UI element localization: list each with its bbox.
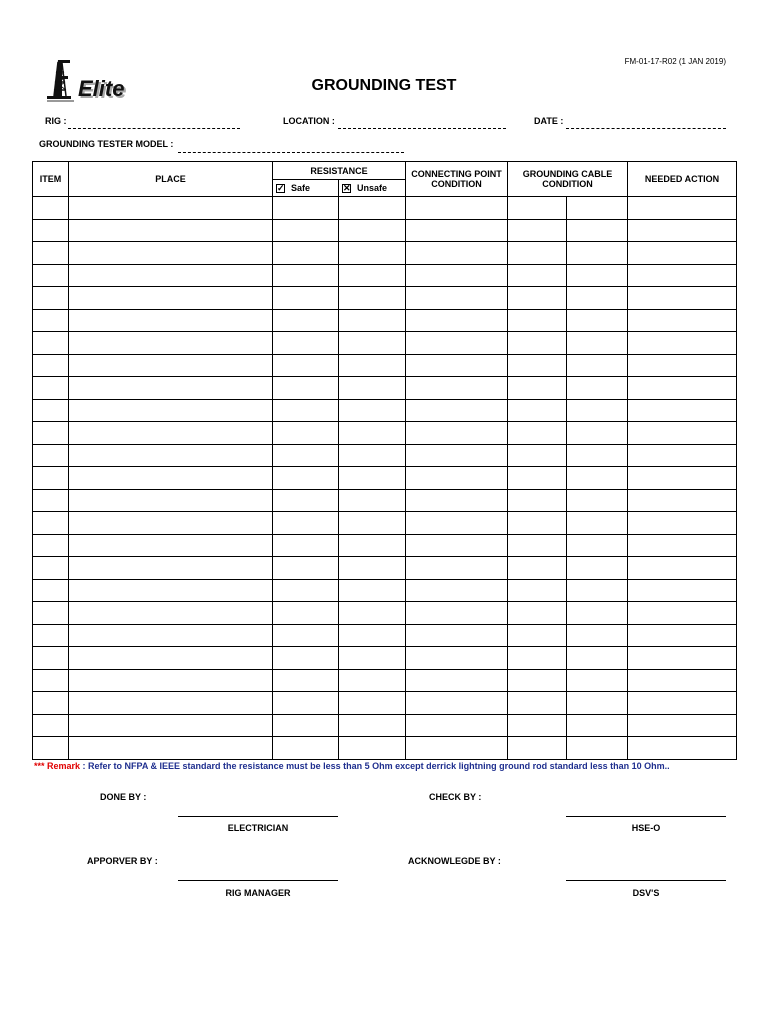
- location-label: LOCATION :: [283, 116, 335, 126]
- safe-cell[interactable]: [273, 377, 339, 400]
- connecting-cell[interactable]: [406, 512, 508, 535]
- cable-cell-a[interactable]: [508, 692, 567, 715]
- connecting-cell[interactable]: [406, 692, 508, 715]
- cable-cell-a[interactable]: [508, 422, 567, 445]
- place-cell[interactable]: [69, 512, 273, 535]
- connecting-cell[interactable]: [406, 669, 508, 692]
- cable-cell-b[interactable]: [567, 624, 628, 647]
- table-row: [33, 467, 737, 490]
- safe-cell[interactable]: [273, 557, 339, 580]
- action-cell[interactable]: [628, 669, 737, 692]
- safe-cell[interactable]: [273, 332, 339, 355]
- acknowledge-role: DSV'S: [632, 888, 660, 898]
- cable-cell-a[interactable]: [508, 512, 567, 535]
- safe-cell[interactable]: [273, 669, 339, 692]
- cable-cell-b[interactable]: [567, 737, 628, 760]
- connecting-cell[interactable]: [406, 422, 508, 445]
- cable-cell-b[interactable]: [567, 197, 628, 220]
- cable-cell-a[interactable]: [508, 219, 567, 242]
- connecting-cell[interactable]: [406, 647, 508, 670]
- approver-signature-line[interactable]: [178, 880, 338, 881]
- safe-cell[interactable]: [273, 287, 339, 310]
- cable-cell-b[interactable]: [567, 467, 628, 490]
- crossed-box-icon: ✕: [343, 183, 351, 194]
- item-cell[interactable]: [33, 422, 69, 445]
- table-row: [33, 242, 737, 265]
- connecting-cell[interactable]: [406, 624, 508, 647]
- item-cell[interactable]: [33, 647, 69, 670]
- cable-cell-b[interactable]: [567, 444, 628, 467]
- item-cell[interactable]: [33, 624, 69, 647]
- connecting-cell[interactable]: [406, 489, 508, 512]
- table-row: [33, 534, 737, 557]
- cable-cell-b[interactable]: [567, 579, 628, 602]
- item-cell[interactable]: [33, 197, 69, 220]
- connecting-cell[interactable]: [406, 197, 508, 220]
- place-cell[interactable]: [69, 467, 273, 490]
- action-cell[interactable]: [628, 602, 737, 625]
- item-cell[interactable]: [33, 692, 69, 715]
- connecting-cell[interactable]: [406, 309, 508, 332]
- cable-cell-b[interactable]: [567, 714, 628, 737]
- checked-box-icon: ✓: [277, 183, 285, 194]
- unsafe-cell[interactable]: [339, 399, 406, 422]
- place-cell[interactable]: [69, 422, 273, 445]
- item-cell[interactable]: [33, 534, 69, 557]
- action-cell[interactable]: [628, 287, 737, 310]
- col-cable-header: GROUNDING CABLE CONDITION: [508, 162, 628, 197]
- action-cell[interactable]: [628, 714, 737, 737]
- place-cell[interactable]: [69, 287, 273, 310]
- col-item-header: ITEM: [33, 162, 69, 197]
- safe-cell[interactable]: [273, 242, 339, 265]
- cable-cell-a[interactable]: [508, 332, 567, 355]
- safe-cell[interactable]: [273, 422, 339, 445]
- cable-cell-a[interactable]: [508, 602, 567, 625]
- connecting-cell[interactable]: [406, 287, 508, 310]
- unsafe-cell[interactable]: [339, 579, 406, 602]
- action-cell[interactable]: [628, 197, 737, 220]
- action-cell[interactable]: [628, 737, 737, 760]
- place-cell[interactable]: [69, 669, 273, 692]
- table-row: [33, 354, 737, 377]
- item-cell[interactable]: [33, 377, 69, 400]
- item-cell[interactable]: [33, 737, 69, 760]
- table-row: [33, 489, 737, 512]
- cable-cell-b[interactable]: [567, 309, 628, 332]
- connecting-cell[interactable]: [406, 242, 508, 265]
- cable-cell-b[interactable]: [567, 534, 628, 557]
- table-row: [33, 287, 737, 310]
- connecting-cell[interactable]: [406, 264, 508, 287]
- unsafe-cell[interactable]: [339, 422, 406, 445]
- cable-cell-a[interactable]: [508, 669, 567, 692]
- connecting-cell[interactable]: [406, 602, 508, 625]
- unsafe-cell[interactable]: [339, 219, 406, 242]
- action-cell[interactable]: [628, 647, 737, 670]
- item-cell[interactable]: [33, 512, 69, 535]
- item-cell[interactable]: [33, 579, 69, 602]
- unsafe-cell[interactable]: [339, 309, 406, 332]
- unsafe-cell[interactable]: [339, 332, 406, 355]
- connecting-cell[interactable]: [406, 444, 508, 467]
- place-cell[interactable]: [69, 647, 273, 670]
- done-by-signature-line[interactable]: [178, 816, 338, 817]
- tester-model-label: GROUNDING TESTER MODEL :: [39, 139, 174, 149]
- safe-cell[interactable]: [273, 714, 339, 737]
- place-cell[interactable]: [69, 309, 273, 332]
- action-cell[interactable]: [628, 354, 737, 377]
- safe-cell[interactable]: [273, 737, 339, 760]
- cable-cell-b[interactable]: [567, 219, 628, 242]
- cable-cell-b[interactable]: [567, 422, 628, 445]
- table-row: [33, 692, 737, 715]
- item-cell[interactable]: [33, 399, 69, 422]
- date-field[interactable]: [566, 118, 726, 129]
- action-cell[interactable]: [628, 579, 737, 602]
- cable-cell-a[interactable]: [508, 377, 567, 400]
- action-cell[interactable]: [628, 242, 737, 265]
- item-cell[interactable]: [33, 332, 69, 355]
- unsafe-cell[interactable]: [339, 197, 406, 220]
- page-title: GROUNDING TEST: [311, 77, 457, 94]
- safe-cell[interactable]: [273, 624, 339, 647]
- cable-cell-b[interactable]: [567, 557, 628, 580]
- item-cell[interactable]: [33, 264, 69, 287]
- action-cell[interactable]: [628, 264, 737, 287]
- action-cell[interactable]: [628, 332, 737, 355]
- remark: [34, 761, 670, 771]
- table-row: [33, 399, 737, 422]
- cable-cell-a[interactable]: [508, 399, 567, 422]
- form-code: FM-01-17-R02 (1 JAN 2019): [624, 57, 726, 66]
- item-cell[interactable]: [33, 219, 69, 242]
- safe-cell[interactable]: [273, 534, 339, 557]
- acknowledge-signature-line[interactable]: [566, 880, 726, 881]
- unsafe-cell[interactable]: [339, 512, 406, 535]
- item-cell[interactable]: [33, 557, 69, 580]
- unsafe-cell[interactable]: [339, 557, 406, 580]
- cable-cell-b[interactable]: [567, 264, 628, 287]
- col-place-header: PLACE: [69, 162, 273, 197]
- safe-cell[interactable]: [273, 399, 339, 422]
- safe-cell[interactable]: [273, 512, 339, 535]
- unsafe-cell[interactable]: [339, 264, 406, 287]
- table-row: [33, 264, 737, 287]
- place-cell[interactable]: [69, 602, 273, 625]
- place-cell[interactable]: [69, 534, 273, 557]
- cable-cell-a[interactable]: [508, 624, 567, 647]
- unsafe-cell[interactable]: [339, 242, 406, 265]
- cable-cell-a[interactable]: [508, 287, 567, 310]
- col-resistance-header: RESISTANCE: [273, 162, 406, 180]
- safe-cell[interactable]: [273, 219, 339, 242]
- item-cell[interactable]: [33, 669, 69, 692]
- unsafe-cell[interactable]: [339, 624, 406, 647]
- remark-text: Refer to NFPA & IEEE standard the resistance must be less than 5 Ohm except derrick lightning ground rod standard less than 10 Ohm..: [88, 761, 670, 771]
- cable-cell-b[interactable]: [567, 354, 628, 377]
- table-row: [33, 624, 737, 647]
- unsafe-cell[interactable]: [339, 669, 406, 692]
- tester-model-field[interactable]: [178, 142, 404, 153]
- col-connecting-header: CONNECTING POINT CONDITION: [406, 162, 508, 197]
- unsafe-label: Unsafe: [357, 182, 388, 193]
- item-cell[interactable]: [33, 309, 69, 332]
- connecting-cell[interactable]: [406, 737, 508, 760]
- unsafe-cell[interactable]: [339, 737, 406, 760]
- unsafe-cell[interactable]: [339, 377, 406, 400]
- connecting-cell[interactable]: [406, 557, 508, 580]
- table-row: [33, 669, 737, 692]
- table-row: [33, 197, 737, 220]
- logo-wordmark: Elite: [78, 76, 125, 101]
- place-cell[interactable]: [69, 489, 273, 512]
- cable-cell-a[interactable]: [508, 737, 567, 760]
- cable-cell-b[interactable]: [567, 399, 628, 422]
- safe-header: [273, 180, 339, 197]
- safe-cell[interactable]: [273, 647, 339, 670]
- check-by-role: HSE-O: [631, 823, 661, 833]
- cable-cell-a[interactable]: [508, 557, 567, 580]
- safe-cell[interactable]: [273, 467, 339, 490]
- safe-cell[interactable]: [273, 579, 339, 602]
- unsafe-cell[interactable]: [339, 354, 406, 377]
- check-by-signature-line[interactable]: [566, 816, 726, 817]
- place-cell[interactable]: [69, 242, 273, 265]
- place-cell[interactable]: [69, 714, 273, 737]
- safe-cell[interactable]: [273, 692, 339, 715]
- place-cell[interactable]: [69, 264, 273, 287]
- action-cell[interactable]: [628, 534, 737, 557]
- action-cell[interactable]: [628, 557, 737, 580]
- safe-cell[interactable]: [273, 354, 339, 377]
- table-row: [33, 444, 737, 467]
- table-row: [33, 557, 737, 580]
- approver-by-label: APPORVER BY :: [87, 856, 158, 866]
- place-cell[interactable]: [69, 377, 273, 400]
- action-cell[interactable]: [628, 467, 737, 490]
- cable-cell-a[interactable]: [508, 489, 567, 512]
- place-cell[interactable]: [69, 399, 273, 422]
- unsafe-cell[interactable]: [339, 467, 406, 490]
- place-cell[interactable]: [69, 692, 273, 715]
- cable-cell-a[interactable]: [508, 264, 567, 287]
- item-cell[interactable]: [33, 242, 69, 265]
- remark-colon: :: [80, 761, 89, 771]
- item-cell[interactable]: [33, 287, 69, 310]
- cable-cell-b[interactable]: [567, 602, 628, 625]
- connecting-cell[interactable]: [406, 354, 508, 377]
- approver-role: RIG MANAGER: [225, 888, 291, 898]
- table-row: [33, 737, 737, 760]
- cable-cell-b[interactable]: [567, 512, 628, 535]
- place-cell[interactable]: [69, 624, 273, 647]
- col-action-header: NEEDED ACTION: [628, 162, 737, 197]
- unsafe-cell[interactable]: [339, 444, 406, 467]
- acknowledge-by-label: ACKNOWLEGDE BY :: [408, 856, 501, 866]
- cable-cell-a[interactable]: [508, 309, 567, 332]
- place-cell[interactable]: [69, 197, 273, 220]
- connecting-cell[interactable]: [406, 377, 508, 400]
- place-cell[interactable]: [69, 332, 273, 355]
- unsafe-cell[interactable]: [339, 534, 406, 557]
- unsafe-cell[interactable]: [339, 692, 406, 715]
- item-cell[interactable]: [33, 444, 69, 467]
- date-label: DATE :: [534, 116, 564, 126]
- cable-cell-b[interactable]: [567, 692, 628, 715]
- cable-cell-b[interactable]: [567, 489, 628, 512]
- cable-cell-a[interactable]: [508, 242, 567, 265]
- safe-cell[interactable]: [273, 309, 339, 332]
- cable-cell-b[interactable]: [567, 377, 628, 400]
- table-row: [33, 602, 737, 625]
- place-cell[interactable]: [69, 557, 273, 580]
- action-cell[interactable]: [628, 444, 737, 467]
- cable-cell-a[interactable]: [508, 534, 567, 557]
- action-cell[interactable]: [628, 489, 737, 512]
- cable-cell-a[interactable]: [508, 579, 567, 602]
- cable-cell-a[interactable]: [508, 444, 567, 467]
- table-row: [33, 309, 737, 332]
- location-field[interactable]: [338, 118, 506, 129]
- unsafe-cell[interactable]: [339, 602, 406, 625]
- cable-cell-b[interactable]: [567, 669, 628, 692]
- safe-label: Safe: [291, 182, 311, 193]
- action-cell[interactable]: [628, 422, 737, 445]
- action-cell[interactable]: [628, 692, 737, 715]
- table-row: [33, 647, 737, 670]
- connecting-cell[interactable]: [406, 399, 508, 422]
- place-cell[interactable]: [69, 219, 273, 242]
- action-cell[interactable]: [628, 624, 737, 647]
- place-cell[interactable]: [69, 579, 273, 602]
- safe-cell[interactable]: [273, 197, 339, 220]
- safe-cell[interactable]: [273, 489, 339, 512]
- action-cell[interactable]: [628, 512, 737, 535]
- unsafe-cell[interactable]: [339, 287, 406, 310]
- connecting-cell[interactable]: [406, 467, 508, 490]
- place-cell[interactable]: [69, 444, 273, 467]
- table-row: [33, 422, 737, 445]
- table-row: [33, 332, 737, 355]
- check-by-label: CHECK BY :: [429, 792, 482, 802]
- cable-cell-a[interactable]: [508, 714, 567, 737]
- cable-cell-b[interactable]: [567, 287, 628, 310]
- cable-cell-b[interactable]: [567, 242, 628, 265]
- item-cell[interactable]: [33, 467, 69, 490]
- connecting-cell[interactable]: [406, 534, 508, 557]
- cable-cell-a[interactable]: [508, 354, 567, 377]
- cable-cell-a[interactable]: [508, 197, 567, 220]
- action-cell[interactable]: [628, 399, 737, 422]
- unsafe-header: [339, 180, 406, 197]
- connecting-cell[interactable]: [406, 714, 508, 737]
- rig-label: RIG :: [45, 116, 67, 126]
- action-cell[interactable]: [628, 219, 737, 242]
- table-row: [33, 714, 737, 737]
- action-cell[interactable]: [628, 309, 737, 332]
- connecting-cell[interactable]: [406, 332, 508, 355]
- table-row: [33, 219, 737, 242]
- place-cell[interactable]: [69, 737, 273, 760]
- connecting-cell[interactable]: [406, 219, 508, 242]
- done-by-label: DONE BY :: [100, 792, 147, 802]
- unsafe-cell[interactable]: [339, 647, 406, 670]
- cable-cell-b[interactable]: [567, 332, 628, 355]
- remark-prefix: *** Remark: [34, 761, 81, 771]
- safe-cell[interactable]: [273, 444, 339, 467]
- item-cell[interactable]: [33, 354, 69, 377]
- table-row: [33, 377, 737, 400]
- item-cell[interactable]: [33, 489, 69, 512]
- table-body: [33, 197, 737, 760]
- place-cell[interactable]: [69, 354, 273, 377]
- cable-cell-a[interactable]: [508, 647, 567, 670]
- unsafe-cell[interactable]: [339, 489, 406, 512]
- unsafe-cell[interactable]: [339, 714, 406, 737]
- done-by-role: ELECTRICIAN: [227, 823, 289, 833]
- item-cell[interactable]: [33, 602, 69, 625]
- item-cell[interactable]: [33, 714, 69, 737]
- table-row: [33, 512, 737, 535]
- safe-cell[interactable]: [273, 264, 339, 287]
- action-cell[interactable]: [628, 377, 737, 400]
- grounding-test-table: [32, 161, 737, 760]
- safe-cell[interactable]: [273, 602, 339, 625]
- cable-cell-a[interactable]: [508, 467, 567, 490]
- table-row: [33, 579, 737, 602]
- connecting-cell[interactable]: [406, 579, 508, 602]
- rig-field[interactable]: [68, 118, 240, 129]
- cable-cell-b[interactable]: [567, 647, 628, 670]
